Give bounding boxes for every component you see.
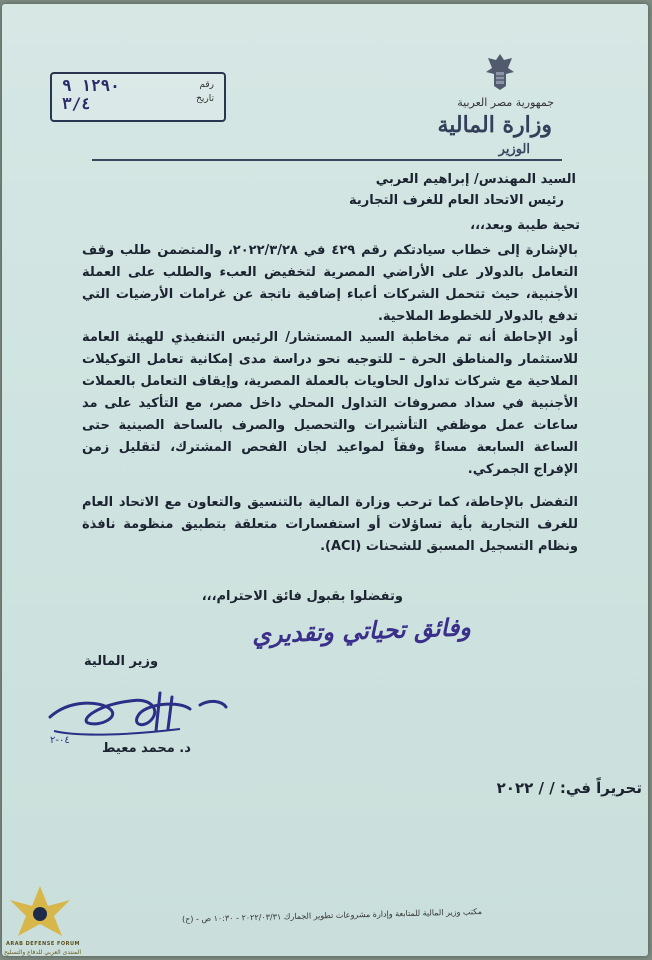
signature-icon — [40, 679, 240, 749]
logo-brand-text: ARAB DEFENSE FORUM — [6, 941, 81, 947]
egypt-eagle-emblem-icon — [482, 50, 518, 94]
header-divider — [92, 159, 562, 161]
letter-page — [2, 4, 648, 956]
republic-label: جمهورية مصر العربية — [457, 96, 554, 109]
minister-subtitle: الوزير — [498, 142, 530, 157]
paragraph-2: أود الإحاطة أنه تم مخاطبة السيد المستشار/ الرئيس التنفيذي للهيئة العامة للاستثمار والمناطق الحرة – للتوجيه نحو دراسة مدى إمكانية تعامل التوكيلات الملاحية مع شركات تداول الحاويات بالعملة المصرية، وإيقاف التعامل بالعملات الأجنبية في سداد مصروفات التداول المحلي داخل مصر، مع التأكيد على مد ساعات عمل موظفي التأشيرات والتحصيل والصرف بالساحة الصينية حتى الساعة السابعة مساءً وفقاً لمواعيد لجان الفحص المشترك، لتقليل زمن الإفراج الجمركي. — [82, 330, 578, 477]
greeting: تحية طيبة وبعد،،، — [470, 218, 580, 233]
paragraph-1: بالإشارة إلى خطاب سيادتكم رقم ٤٢٩ في ٢٠٢٢/٣/٢٨، والمتضمن طلب وقف التعامل بالدولار على الأراضي المصرية لتخفيض العبء والطلب على العملة الأجنبية، حيث تتحمل الشركات أعباء إضافية ناتجة عن غرامات الأرضيات التي تدفع بالدولار للخطوط الملاحية. — [82, 243, 579, 324]
ministry-title: وزارة المالية — [437, 112, 552, 138]
addressee-title: رئيس الاتحاد العام للغرف التجارية — [348, 193, 564, 208]
reference-number: ١٢٩٠ ٩ — [62, 76, 120, 95]
signatory-name: د. محمد معيط — [102, 741, 191, 756]
closing-line: وتفضلوا بقبول فائق الاحترام،،، — [201, 589, 403, 604]
paragraph-3: التفضل بالإحاطة، كما ترحب وزارة المالية بالتنسيق والتعاون مع الاتحاد العام للغرف التجارية بأية تساؤلات أو استفسارات متعلقة بتطبيق منظومة نافذة ونظام التسجيل المسبق للشحنات (ACI). — [82, 495, 578, 554]
issued-date-line: تحريراً في: / / ٢٠٢٢ — [496, 779, 642, 797]
reference-labels: رقم تاريخ — [196, 80, 214, 104]
logo-arabic-text: المنتدى العربي للدفاع والتسليح — [4, 949, 81, 956]
handwritten-note: وفائق تحياتي وتقديري — [251, 612, 472, 649]
signatory-title: وزير المالية — [84, 654, 159, 669]
svg-text:٠٤-٢: ٠٤-٢ — [50, 735, 70, 746]
reference-date: ٣/٤ — [62, 94, 91, 113]
footer-note: مكتب وزير المالية للمتابعة وإدارة مشروعات تطوير الجمارك ٢٠٢٢/٠٣/٣١ - ١٠:٣٠ ص - (ح) — [181, 907, 483, 924]
addressee-name: السيد المهندس/ إبراهيم العربي — [375, 172, 576, 187]
